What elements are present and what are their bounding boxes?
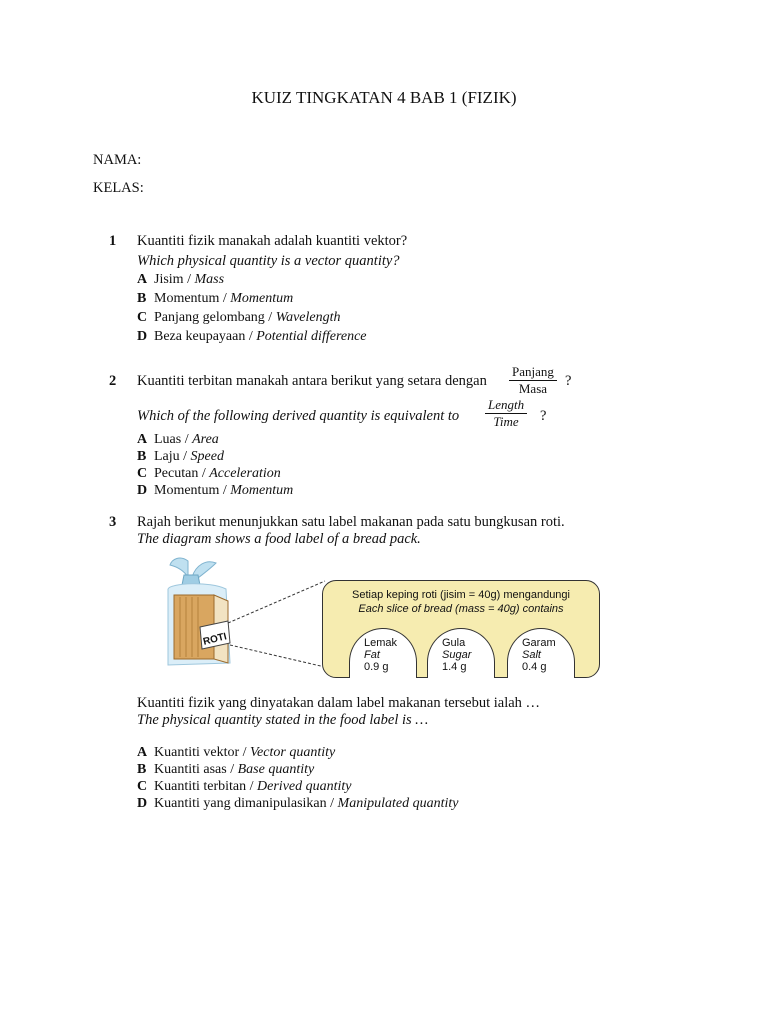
question-3-option-b[interactable]: B Kuantiti asas / Base quantity	[137, 762, 315, 777]
question-3-stem-en: The physical quantity stated in the food label is …	[137, 712, 429, 728]
question-3-option-c[interactable]: C Kuantiti terbitan / Derived quantity	[137, 779, 352, 794]
fraction-panjang-masa: Panjang Masa	[509, 364, 557, 397]
nutrient-salt: Garam Salt 0.4 g	[507, 628, 575, 678]
question-1-text-ms: Kuantiti fizik manakah adalah kuantiti vektor?	[137, 233, 408, 249]
food-label	[322, 580, 600, 678]
question-2-text-en: Which of the following derived quantity is equivalent to	[137, 408, 460, 424]
question-3-text-en: The diagram shows a food label of a bread pack.	[137, 531, 421, 547]
question-1-text-en: Which physical quantity is a vector quantity?	[137, 253, 400, 269]
nutrient-fat: Lemak Fat 0.9 g	[349, 628, 417, 678]
question-1-option-d[interactable]: D Beza keupayaan / Potential difference	[137, 329, 367, 344]
question-2-option-d[interactable]: D Momentum / Momentum	[137, 483, 294, 498]
question-3-option-a[interactable]: A Kuantiti vektor / Vector quantity	[137, 745, 336, 760]
bread-pack-illustration	[150, 555, 350, 685]
food-label-line-2: Each slice of bread (mass = 40g) contains	[358, 603, 564, 615]
question-2-text-ms: Kuantiti terbitan manakah antara berikut yang setara dengan	[137, 373, 487, 389]
question-3-number: 3	[109, 514, 117, 530]
question-3-option-d[interactable]: D Kuantiti yang dimanipulasikan / Manipulated quantity	[137, 796, 459, 811]
question-2-qmark-ms: ?	[565, 373, 572, 389]
question-1-option-a[interactable]: A Jisim / Mass	[137, 272, 225, 287]
page-title: KUIZ TINGKATAN 4 BAB 1 (FIZIK)	[251, 88, 517, 107]
question-1-option-c[interactable]: C Panjang gelombang / Wavelength	[137, 310, 341, 325]
question-2-option-c[interactable]: C Pecutan / Acceleration	[137, 466, 281, 481]
name-field-label: NAMA:	[93, 152, 142, 168]
class-field-label: KELAS:	[93, 180, 144, 196]
question-2-number: 2	[109, 373, 117, 389]
question-3-stem-ms: Kuantiti fizik yang dinyatakan dalam label makanan tersebut ialah …	[137, 695, 541, 711]
food-label-line-1: Setiap keping roti (jisim = 40g) mengandungi	[352, 589, 570, 601]
question-3-text-ms: Rajah berikut menunjukkan satu label makanan pada satu bungkusan roti.	[137, 514, 565, 530]
question-1-number: 1	[109, 233, 117, 249]
question-2-qmark-en: ?	[540, 408, 547, 424]
question-2-option-b[interactable]: B Laju / Speed	[137, 449, 224, 464]
nutrient-sugar: Gula Sugar 1.4 g	[427, 628, 495, 678]
bread-label-text: ROTI	[202, 631, 228, 648]
fraction-length-time: Length Time	[485, 397, 527, 430]
question-2-option-a[interactable]: A Luas / Area	[137, 432, 219, 447]
question-1-option-b[interactable]: B Momentum / Momentum	[137, 291, 294, 306]
